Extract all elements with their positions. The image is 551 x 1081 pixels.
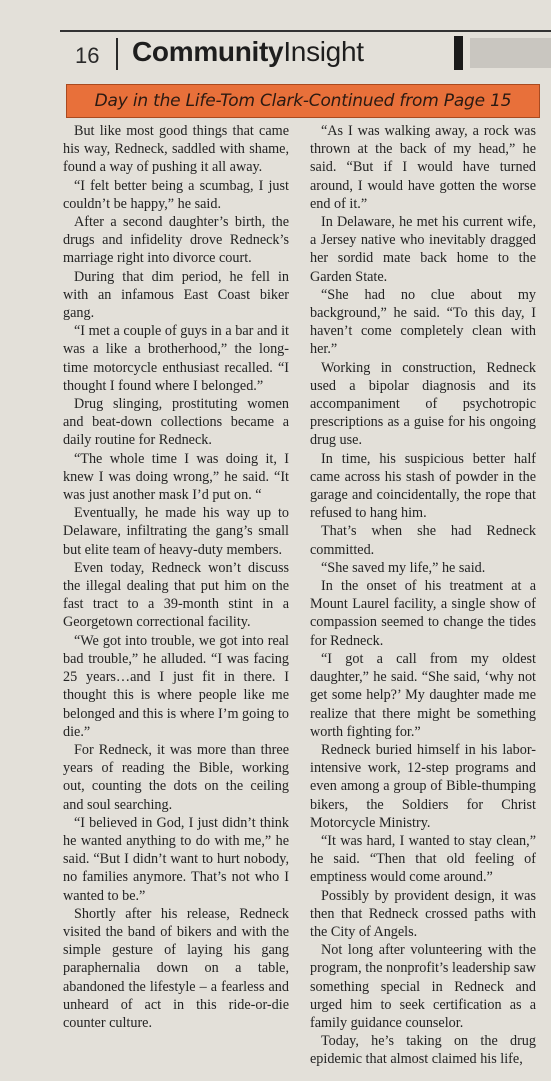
article-paragraph: Eventually, he made his way up to Delaware, infiltrating the gang’s small but elite team of heavy-duty members.: [63, 505, 289, 558]
header-gray-bar: [470, 38, 551, 68]
article-paragraph: But like most good things that came his way, Redneck, saddled with shame, found a way of pushing it all away.: [63, 123, 289, 176]
article-column-left: [63, 122, 289, 1032]
article-paragraph: In Delaware, he met his current wife, a Jersey native who inevitably dragged her sordid mate back home to the Garden State.: [310, 214, 536, 285]
article-paragraph: “I got a call from my oldest daughter,” he said. “She said, ‘why not get some help?’ My daughter made me realize that there might be something worth fighting for.”: [310, 650, 536, 740]
section-title-light: Insight: [283, 36, 364, 67]
article-paragraph: Not long after volunteering with the program, the nonprofit’s leadership saw something special in Redneck and urged him to seek certification as a family guidance counselor.: [310, 942, 536, 1031]
article-column-right: [310, 122, 536, 1069]
continuation-banner: Day in the Life-Tom Clark-Continued from Page 15: [66, 84, 540, 118]
article-paragraph: That’s when she had Redneck committed.: [310, 523, 536, 558]
article-paragraph: “It was hard, I wanted to stay clean,” he said. “Then that old feeling of emptiness would come around.”: [310, 832, 536, 886]
article-paragraph: Today, he’s taking on the drug epidemic that almost claimed his life,: [310, 1033, 536, 1068]
article-paragraph: “We got into trouble, we got into real bad trouble,” he alluded. “I was facing 25 years…and I just fit in there. I thought this is where people like me belonged and this is where I’m going to die.”: [63, 632, 289, 740]
article-paragraph: Redneck buried himself in his labor-intensive work, 12-step programs and even among a group of Bible-thumping bikers, the Soldiers for Christ Motorcycle Ministry.: [310, 741, 536, 831]
header-black-bar: [454, 36, 463, 70]
article-paragraph: “The whole time I was doing it, I knew I was doing wrong,” he said. “It was just another mask I’d put on. “: [63, 450, 289, 504]
article-paragraph: Shortly after his release, Redneck visited the band of bikers and with the simple gesture of laying his gang paraphernalia down on a table, abandoned the lifestyle – a fearless and unheard of act in this ride-or-die counter culture.: [63, 905, 289, 1031]
article-paragraph: “As I was walking away, a rock was thrown at the back of my head,” he said. “But if I would have turned around, I would have gotten the worse end of it.”: [310, 123, 536, 212]
article-paragraph: “I believed in God, I just didn’t think he wanted anything to do with me,” he said. “But I didn’t want to hurt nobody, no families anymore. That’s not who I wanted to be.”: [63, 814, 289, 904]
article-paragraph: “I felt better being a scumbag, I just couldn’t be happy,” he said.: [63, 177, 289, 212]
article-paragraph: “I met a couple of guys in a bar and it was a like a brotherhood,” the long-time motorcycle enthusiast recalled. “I thought I found where I belonged.”: [63, 323, 289, 394]
article-paragraph: Possibly by provident design, it was then that Redneck crossed paths with the City of Angels.: [310, 887, 536, 940]
header-separator: [116, 38, 118, 70]
section-title: [132, 36, 364, 68]
article-paragraph: In time, his suspicious better half came across his stash of powder in the garage and coincidentally, the rope that refused to hang him.: [310, 450, 536, 522]
page-number: 16: [75, 43, 100, 68]
article-paragraph: For Redneck, it was more than three years of reading the Bible, working out, counting the dots on the ceiling and soul searching.: [63, 741, 289, 813]
article-paragraph: During that dim period, he fell in with an infamous East Coast biker gang.: [63, 268, 289, 322]
article-paragraph: “She had no clue about my background,” he said. “To this day, I haven’t come completely clean with her.”: [310, 286, 536, 358]
article-paragraph: After a second daughter’s birth, the drugs and infidelity drove Redneck’s marriage right into divorce court.: [63, 214, 289, 267]
article-paragraph: Drug slinging, prostituting women and beat-down collections became a daily routine for Redneck.: [63, 396, 289, 449]
article-paragraph: “She saved my life,” he said.: [321, 559, 486, 576]
article-paragraph: Working in construction, Redneck used a bipolar diagnosis and its accompaniment of psychotropic prescriptions as a guise for his ongoing drug use.: [310, 359, 536, 449]
section-title-bold: Community: [132, 36, 284, 67]
page-header: [60, 30, 551, 76]
article-paragraph: In the onset of his treatment at a Mount Laurel facility, a single show of compassion seemed to change the tides for Redneck.: [310, 578, 536, 649]
article-paragraph: Even today, Redneck won’t discuss the illegal dealing that put him on the fast tract to a 39-month stint in a Georgetown correctional facility.: [63, 559, 289, 631]
header-top-rule: [60, 30, 551, 32]
